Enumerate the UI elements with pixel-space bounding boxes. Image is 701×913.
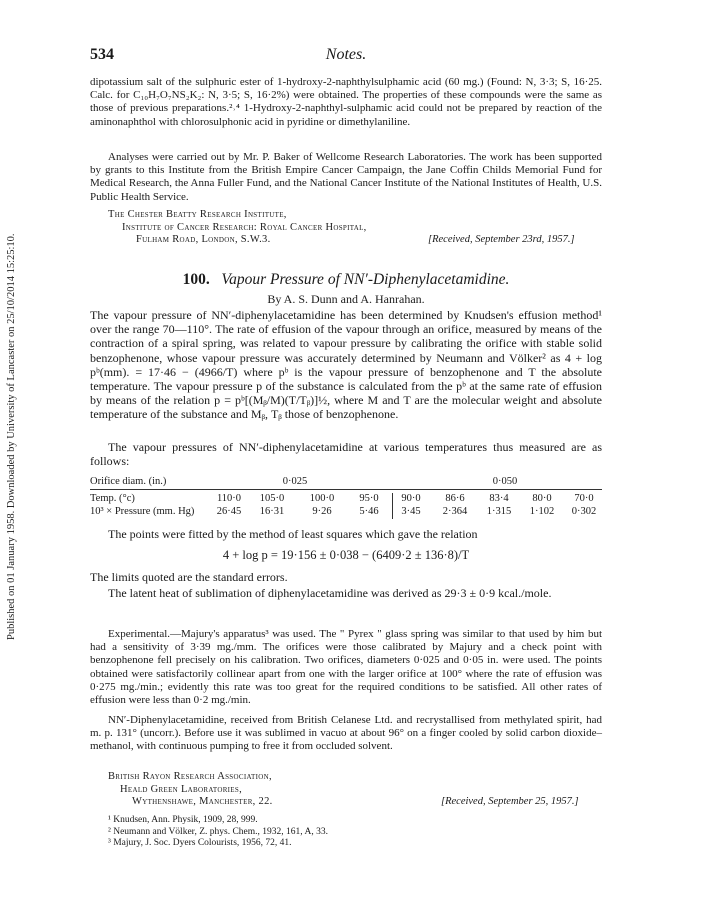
body-paragraph-2: The vapour pressures of NN′-diphenylacetamidine at various temperatures thus measured are as follows: <box>90 440 602 469</box>
page-number: 534 <box>90 46 114 63</box>
temp-label: Temp. (°c) <box>90 493 135 504</box>
received-date: [Received, September 23rd, 1957.] <box>428 234 575 245</box>
fit-text: The points were fitted by the method of least squares which gave the relation <box>108 527 478 541</box>
footnote-2: ² Neumann and Völker, Z. phys. Chem., 1932, 161, A, 33. <box>108 826 328 837</box>
pressure-label: 10³ × Pressure (mm. Hg) <box>90 506 195 517</box>
institution-address: The Chester Beatty Research Institute, Institute of Cancer Research: Royal Cancer Hospital, Fulham Road, London, S.W.3. <box>108 209 367 246</box>
article-authors: By A. S. Dunn and A. Hanrahan. <box>267 292 425 306</box>
preparation-paragraph: NN′-Diphenylacetamidine, received from British Celanese Ltd. and recrystallised from methylated spirit, had m. p. 131° (uncorr.). Before use it was sublimed in vacuo at about 96° on a finger cooled by solid carbon dioxide–methanol, with continuous pumping to free it from occluded solvent. <box>90 714 602 753</box>
latent-heat-text: The latent heat of sublimation of diphenylacetamidine was derived as 29·3 ± 0·9 kcal./mole. <box>108 586 552 600</box>
orifice-label: Orifice diam. (in.) <box>90 476 167 487</box>
footnote-3: ³ Majury, J. Soc. Dyers Colourists, 1956, 72, 41. <box>108 838 292 849</box>
footnote-1: ¹ Knudsen, Ann. Physik, 1909, 28, 999. <box>108 815 258 825</box>
limits-text: The limits quoted are the standard errors. <box>90 570 288 584</box>
vapour-pressure-table: Orifice diam. (in.) 0·025 0·050 Temp. (°c) 110·0 105·0 100·0 95·0 90·0 86·6 83·4 80·0 70·0 10³ × Pressure (mm. Hg) 26·45 16·31 9·26 5·46 3·45 2·364 1·315 1·102 0·302 <box>90 476 602 519</box>
body-paragraph: The vapour pressure of NN′-diphenylacetamidine has been determined by Knudsen's effusion method¹ over the range 70—110°. The rate of effusion of the vapour through an orifice, measured by means of the contraction of a spiral spring, was related to vapour pressure by calibrating the orifice with stable solid benzophenone, whose vapour pressure was accurately determined by Neumann and Völker² as 4 + log pᵇ(mm). = 17·46 − (4966/T) where pᵇ is the vapour pressure of benzophenone and T the absolute temperature. The vapour pressure p of the substance is calculated from the pᵇ at the same rate of effusion by means of the relation p = pᵇ[(Mᵦ/M)(T/Tᵦ)]½, where M and T are the molecular weight and absolute temperature of the substance and Mᵦ, Tᵦ those of benzophenone. <box>90 308 602 422</box>
intro-paragraph: dipotassium salt of the sulphuric ester of 1-hydroxy-2-naphthylsulphamic acid (60 mg.) (Found: N, 3·3; S, 16·25. Calc. for C₁₀H₇O₇NS₂K₂: N, 3·5; S, 16·2%) were obtained. The properties of these compounds were the same as those of previous preparations.²˒⁴ 1-Hydroxy-2-naphthyl-sulphamic acid could not be prepared by reaction of the aminonaphthol with chlorosulphonic acid in pyridine or dimethylaniline. <box>90 76 602 128</box>
orifice-group-2: 0·050 <box>492 476 518 487</box>
page-header <box>90 46 602 66</box>
association-address: British Rayon Research Association, Heald Green Laboratories, Wythenshawe, Manchester, 22. <box>108 771 273 808</box>
experimental-paragraph: Experimental.—Majury's apparatus³ was used. The " Pyrex " glass spring was similar to that used by him but had a sensitivity of 3·39 mg./mm. The orifices were those calibrated by Majury and a check point with benzophenone fell precisely on his calibration. Two orifices, diameters 0·025 and 0·05 in. were used. The points obtained were satisfactorily collinear apart from one with the larger orifice at 100° where the rate of effusion was 0·275 mg./min.; evidently this rate was too great for the required conditions to be satisfied. All other rates of effusion were less than 0·2 mg./min. <box>90 628 602 707</box>
orifice-group-1: 0·025 <box>282 476 308 487</box>
footnotes <box>108 815 602 850</box>
running-head: Notes. <box>325 46 367 63</box>
received-date-2: [Received, September 25, 1957.] <box>441 796 579 807</box>
acknowledgement-paragraph: Analyses were carried out by Mr. P. Baker of Wellcome Research Laboratories. The work has been supported by grants to this Institute from the British Empire Cancer Campaign, the Jane Coffin Childs Memorial Fund for Medical Research, the Anna Fuller Fund, and the National Cancer Institute of the National Institutes of Health, U.S. Public Health Service. <box>90 151 602 203</box>
regression-equation: 4 + log p = 19·156 ± 0·038 − (6409·2 ± 136·8)/T <box>222 548 470 562</box>
download-watermark: Published on 01 January 1958. Downloaded by University of Lancaster on 25/10/2014 15:25:10. <box>6 233 17 640</box>
article-title: 100. Vapour Pressure of NN′-Diphenylacetamidine. <box>182 271 510 288</box>
